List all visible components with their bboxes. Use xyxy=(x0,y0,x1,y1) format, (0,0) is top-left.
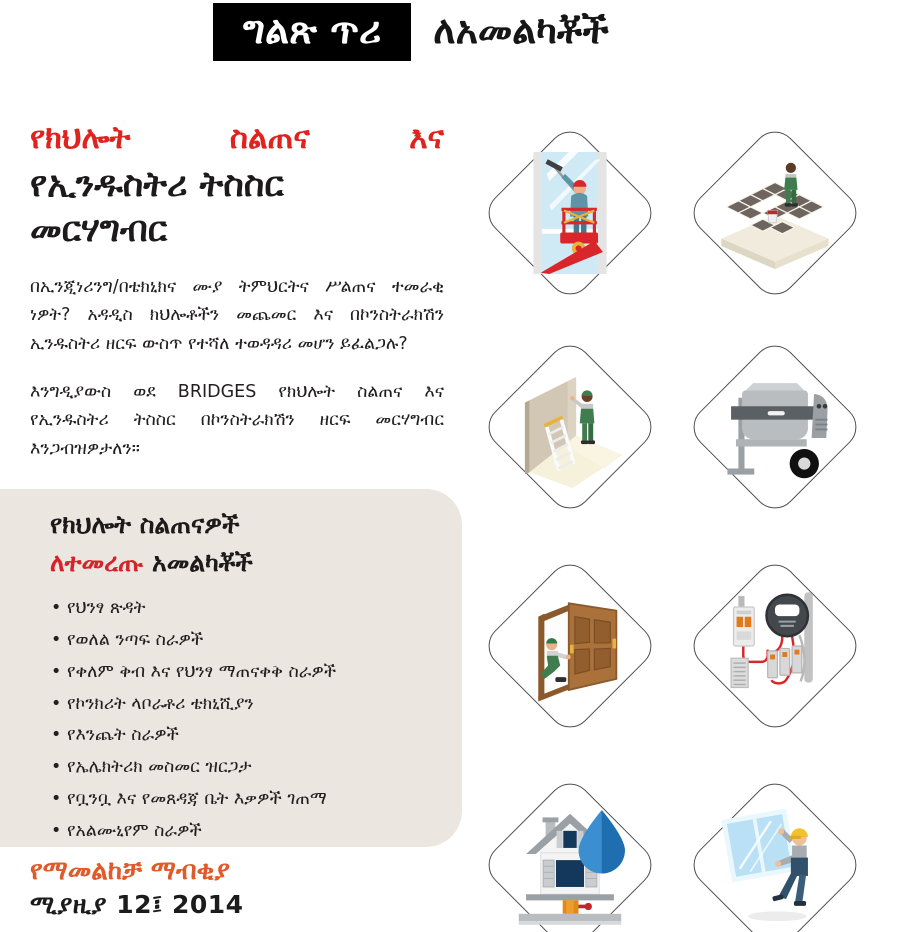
skills-heading-black-word: አመልካቾች xyxy=(152,547,253,577)
tile-floor-tiling xyxy=(684,122,865,303)
wall-painting-icon xyxy=(507,364,633,490)
window-cleaning-icon xyxy=(507,150,633,276)
intro-paragraph-1: በኢንጂነሪንግ/በቴክኒክና ሙያ ትምህርትና ሥልጠና ተመራቂ ነዎት? አዳዲስ ክህሎቶችን መጨመር እና በኮንስትራክሽን ኢንዱስትሪ ዘርፍ ውስጥ የተሻለ ተወዳዳሪ መሆን ይፈልጋሉ? xyxy=(30,276,444,354)
intro-section xyxy=(30,118,444,463)
header-title-rest: ለአመልካቾች xyxy=(433,7,609,52)
electrical-wiring-icon xyxy=(712,583,838,709)
deadline-label: የማመልከቻ ማብቂያ xyxy=(30,856,230,886)
header-badge xyxy=(213,3,411,61)
list-item: • የአልሙኒየም ስራዎች xyxy=(50,816,436,848)
tile-glass-installation xyxy=(684,774,865,932)
list-item: • የእንጨት ስራዎች xyxy=(50,720,436,752)
door-installation-icon xyxy=(507,583,633,709)
list-item: • የቧንቧ እና የመጸዳጃ ቤት እቃዎች ገጠማ xyxy=(50,784,436,816)
list-item: • የኤሌክትሪክ መስመር ዝርጋታ xyxy=(50,752,436,784)
intro-heading-line2: መርሃግብር xyxy=(30,210,168,251)
tile-concrete-mixer xyxy=(684,336,865,517)
floor-tiling-icon xyxy=(712,150,838,276)
intro-heading-line1: የኢንዱስትሪ ትስስር xyxy=(30,165,284,206)
list-item: • የወለል ንጣፍ ስራዎች xyxy=(50,625,436,657)
plumbing-icon xyxy=(507,802,633,928)
tile-plumbing xyxy=(479,774,660,932)
tile-wall-painting xyxy=(479,336,660,517)
intro-paragraph-2: እንግዲያውስ ወደ BRIDGES የክህሎት ስልጠና እና የኢንዱስትሪ ትስስር በኮንስትራክሽን ዘርፍ መርሃግብር እንጋብዝዎታለን። xyxy=(30,381,444,459)
deadline-date: ሚያዚያ 12፤ 2014 xyxy=(30,890,244,919)
tile-window-cleaning xyxy=(479,122,660,303)
intro-heading-red: የክህሎት ስልጠና እና xyxy=(30,120,444,156)
tile-door-installation xyxy=(479,555,660,736)
list-item: • የቀለም ቅብ እና የህንፃ ማጠናቀቅ ስራዎች xyxy=(50,657,436,689)
intro-heading-black xyxy=(30,163,444,253)
header-badge-text: ግልጽ ጥሪ xyxy=(243,7,382,52)
list-item: • የኮንክሪት ላቦራቶሪ ቴክኒሺያን xyxy=(50,689,436,721)
skills-heading-line1: የክህሎት ስልጠናዎች xyxy=(50,510,240,539)
skills-list xyxy=(50,593,436,848)
list-item: • የህንፃ ጽዳት xyxy=(50,593,436,625)
tile-electrical-wiring xyxy=(684,555,865,736)
concrete-mixer-icon xyxy=(712,364,838,490)
skills-heading-red-word: ለተመረጡ xyxy=(50,547,144,577)
deadline-section xyxy=(30,856,244,920)
skills-box-heading xyxy=(50,506,436,581)
skills-box xyxy=(0,489,462,847)
header xyxy=(213,3,609,61)
glass-installation-icon xyxy=(712,802,838,928)
